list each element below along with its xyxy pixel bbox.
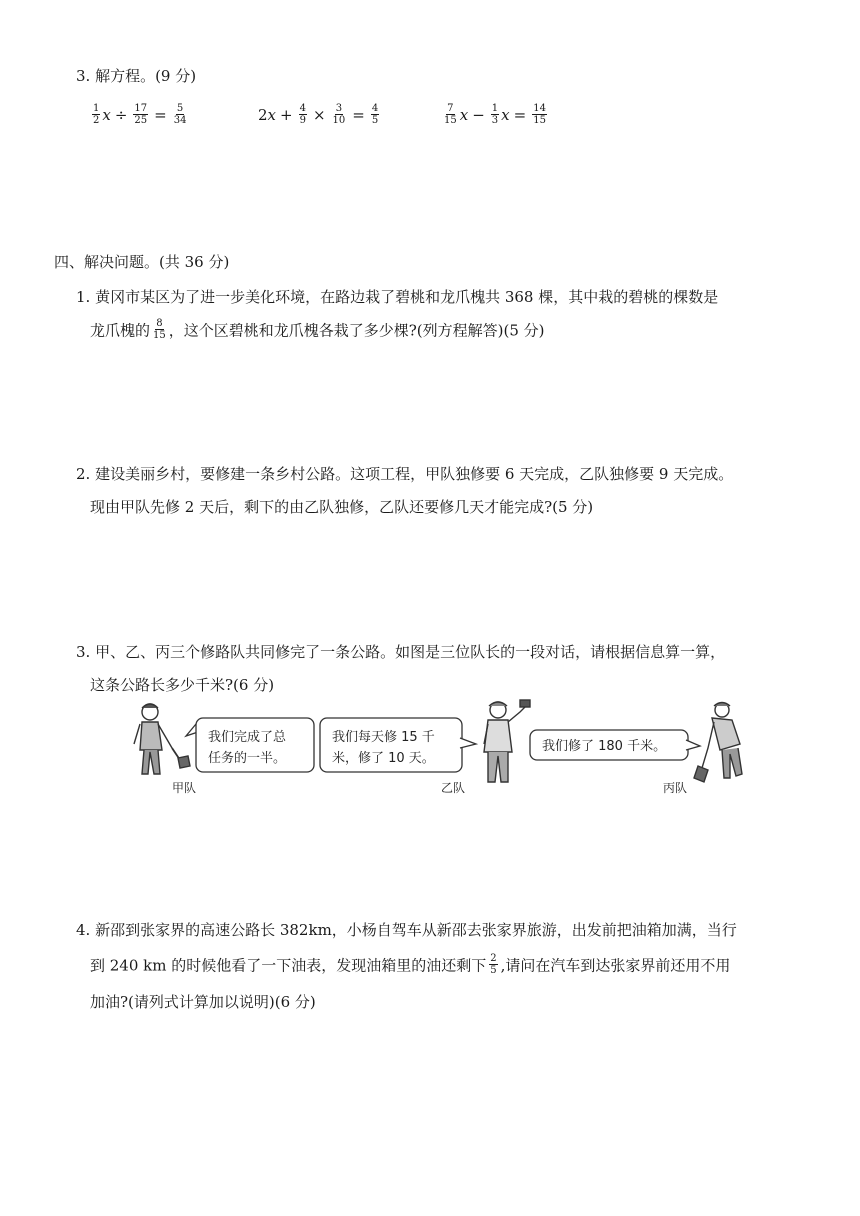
bubble-team-b-line-1: 我们每天修 15 千 bbox=[332, 730, 435, 745]
q1-line-1: 1. 黄冈市某区为了进一步美化环境，在路边栽了碧桃和龙爪槐共 368 棵，其中栽的碧桃的棵数是 bbox=[76, 288, 719, 306]
team-b-worker-figure bbox=[484, 700, 530, 782]
bubble-team-c-text: 我们修了 180 千米。 bbox=[542, 739, 667, 754]
eq1-divisor-fraction: $\frac{17}{25}$ bbox=[134, 103, 148, 126]
eq2-first-fraction: $\frac{4}{9}$ bbox=[299, 103, 306, 126]
eq1-equals: = bbox=[154, 105, 167, 124]
q1-line-2-prefix: 龙爪槐的 bbox=[90, 321, 151, 340]
section-3-heading: 3. 解方程。(9 分) bbox=[76, 67, 197, 85]
bubble-team-c bbox=[530, 730, 700, 760]
eq3-minus: − bbox=[472, 105, 485, 124]
bubble-team-a-line-2: 任务的一半。 bbox=[208, 751, 287, 766]
equation-1 bbox=[90, 103, 189, 126]
q4-fraction: $\frac{2}{5}$ bbox=[490, 953, 497, 976]
eq3-variable-2: x bbox=[501, 105, 510, 124]
part-4-heading: 四、解决问题。(共 36 分) bbox=[54, 253, 230, 271]
eq3-variable-1: x bbox=[459, 105, 469, 124]
equation-3 bbox=[441, 103, 549, 126]
eq1-result-fraction: $\frac{5}{34}$ bbox=[173, 103, 187, 126]
q3-line-2: 这条公路长多少千米?(6 分) bbox=[90, 676, 275, 694]
q2-line-1: 2. 建设美丽乡村，要修建一条乡村公路。这项工程，甲队独修要 6 天完成，乙队独修要 9 天完成。 bbox=[76, 465, 734, 483]
q2-line-2: 现由甲队先修 2 天后，剩下的由乙队独修，乙队还要修几天才能完成?(5 分) bbox=[90, 498, 594, 516]
q4-line-2 bbox=[90, 955, 730, 978]
eq2-variable: x bbox=[267, 105, 277, 124]
bubble-team-b bbox=[320, 718, 476, 772]
q4-line-1: 4. 新邵到张家界的高速公路长 382km，小杨自驾车从新邵去张家界旅游，出发前把油箱加满，当行 bbox=[76, 921, 737, 939]
eq2-second-fraction: $\frac{3}{10}$ bbox=[332, 103, 346, 126]
q1-fraction: $\frac{8}{15}$ bbox=[153, 318, 166, 341]
eq2-times: × bbox=[312, 105, 326, 124]
bubble-team-a bbox=[186, 718, 314, 772]
eq1-coef-fraction: $\frac{1}{2}$ bbox=[93, 103, 100, 126]
eq3-equals: = bbox=[513, 105, 527, 124]
eq2-coefficient: 2 bbox=[258, 105, 268, 124]
eq1-divide: ÷ bbox=[114, 105, 128, 124]
q4-line-3: 加油?(请列式计算加以说明)(6 分) bbox=[90, 993, 316, 1011]
eq3-first-fraction: $\frac{7}{15}$ bbox=[444, 103, 457, 126]
label-team-b: 乙队 bbox=[441, 781, 466, 795]
eq3-second-fraction: $\frac{1}{3}$ bbox=[491, 103, 499, 126]
eq2-plus: + bbox=[280, 105, 293, 124]
q4-line-2-suffix: ,请问在汽车到达张家界前还用不用 bbox=[500, 956, 731, 975]
team-c-worker-figure bbox=[694, 703, 742, 783]
q1-line-2-suffix: ，这个区碧桃和龙爪槐各栽了多少棵?(列方程解答)(5 分) bbox=[168, 321, 545, 340]
eq1-variable: x bbox=[102, 105, 111, 124]
team-a-worker-figure bbox=[134, 704, 190, 774]
label-team-a: 甲队 bbox=[172, 781, 197, 795]
equation-2 bbox=[258, 103, 381, 126]
eq3-result-fraction: $\frac{14}{15}$ bbox=[533, 103, 546, 126]
q3-line-1: 3. 甲、乙、丙三个修路队共同修完了一条公路。如图是三位队长的一段对话，请根据信息算一算， bbox=[76, 643, 726, 661]
eq2-equals: = bbox=[352, 105, 365, 124]
q4-line-2-prefix: 到 240 km 的时候他看了一下油表，发现油箱里的油还剩下 bbox=[90, 956, 487, 975]
bubble-team-a-line-1: 我们完成了总 bbox=[208, 730, 287, 745]
eq2-result-fraction: $\frac{4}{5}$ bbox=[371, 103, 379, 126]
q3-dialogue-illustration bbox=[128, 698, 748, 798]
bubble-team-b-line-2: 米，修了 10 天。 bbox=[332, 751, 435, 766]
label-team-c: 丙队 bbox=[663, 781, 688, 795]
q1-line-2 bbox=[90, 320, 545, 343]
